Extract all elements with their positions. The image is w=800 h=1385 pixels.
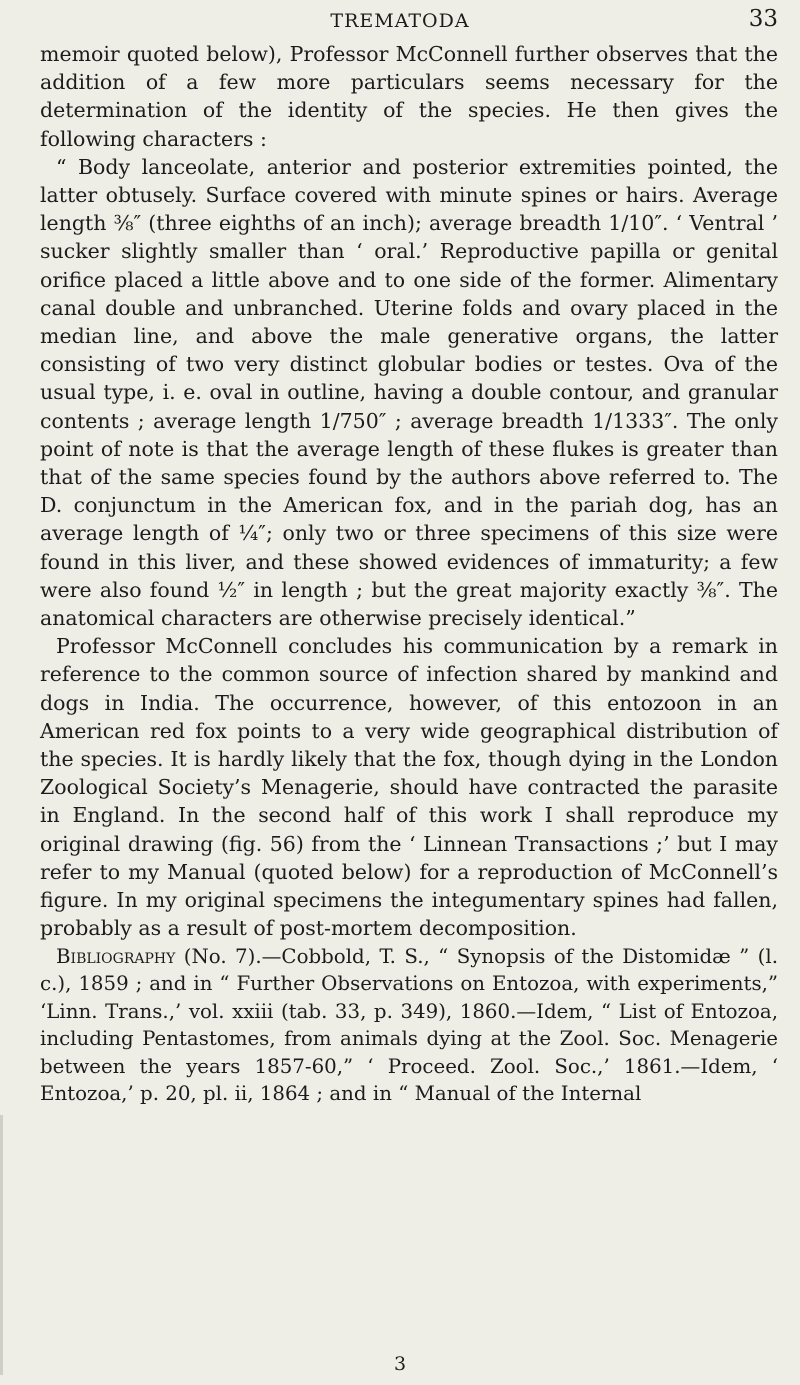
page-edge-shadow: [0, 1115, 3, 1375]
paragraph-intro: memoir quoted below), Professor McConnell further observes that the addition of a few more particulars seems necessary for the determination of the identity of the species. He then gives the following characters :: [40, 42, 778, 151]
body-text: [40, 40, 778, 1108]
paragraph-conclusion: Professor McConnell concludes his communication by a remark in reference to the common source of infection shared by mankind and dogs in India. The occurrence, however, of this entozoon in an American red fox points to a very wide geographical distribution of the species. It is hardly likely that the fox, though dying in the London Zoological Society’s Menagerie, should have contracted the parasite in England. In the second half of this work I shall reproduce my original drawing (fig. 56) from the ‘ Linnean Transactions ;’ but I may refer to my Manual (quoted below) for a reproduction of McConnell’s figure. In my original specimens the integumentary spines had fallen, probably as a result of post-mortem decomposition.: [40, 634, 778, 941]
paragraph-quotation: “ Body lanceolate, anterior and posterior extremities pointed, the latter obtusely. Surface covered with minute spines or hairs. Average length ⅜″ (three eighths of an inch); average breadth 1/10″. ‘ Ventral ’ sucker slightly smaller than ‘ oral.’ Reproductive papilla or genital orifice placed a little above and to one side of the former. Alimentary canal double and unbranched. Uterine folds and ovary placed in the median line, and above the male generative organs, the latter consisting of two very distinct globular bodies or testes. Ova of the usual type, i. e. oval in outline, having a double contour, and granular contents ; average length 1/750″ ; average breadth 1/1333″. The only point of note is that the average length of these flukes is greater than that of the same species found by the authors above referred to. The D. conjunctum in the American fox, and in the pariah dog, has an average length of ¼″; only two or three specimens of this size were found in this liver, and these showed evidences of immaturity; a few were also found ½″ in length ; but the great majority exactly ⅜″. The anatomical characters are otherwise precisely identical.”: [40, 154, 778, 631]
page-number: 33: [748, 6, 778, 32]
bibliography-label: Bibliography: [56, 944, 176, 968]
signature-mark: 3: [393, 1353, 407, 1375]
running-title: TREMATODA: [330, 10, 470, 32]
running-head: [0, 6, 800, 36]
bibliography-paragraph: [40, 943, 778, 1108]
bibliography-text: (No. 7).—Cobbold, T. S., “ Synopsis of the Distomidæ ” (l. c.), 1859 ; and in “ Further Observations on Entozoa, with experiments,” ‘Linn. Trans.,’ vol. xxiii (tab. 33, p. 349), 1860.—Idem, “ List of Entozoa, including Pentastomes, from animals dying at the Zool. Soc. Menagerie between the years 1857-60,” ‘ Proceed. Zool. Soc.,’ 1861.—Idem, ‘ Entozoa,’ p. 20, pl. ii, 1864 ; and in “ Manual of the Internal: [40, 944, 778, 1105]
